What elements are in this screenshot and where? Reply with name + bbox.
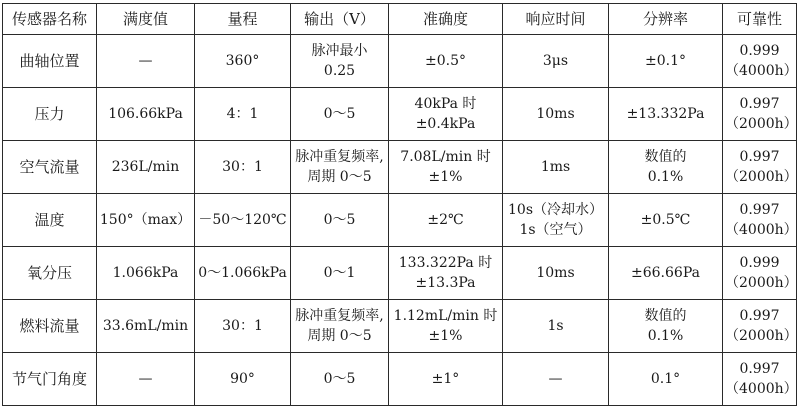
header-range: 量程 — [195, 4, 291, 35]
cell-full-scale: 236L/min — [97, 141, 195, 194]
cell-accuracy-line: 133.322Pa 时 — [398, 255, 493, 271]
header-resolution: 分辨率 — [609, 4, 723, 35]
cell-accuracy — [389, 247, 503, 300]
cell-sensor-name: 燃料流量 — [3, 300, 97, 353]
cell-sensor-name: 节气门角度 — [3, 353, 97, 406]
table-row — [3, 300, 797, 353]
cell-reliability-line: 0.997 — [739, 202, 780, 218]
cell-reliability-line: 0.999 — [739, 255, 780, 271]
table-row — [3, 141, 797, 194]
cell-accuracy-line: ±13.3Pa — [415, 275, 476, 291]
cell-response-time-line: 1s（空气） — [519, 222, 592, 238]
cell-response-time — [503, 194, 609, 247]
cell-sensor-name: 空气流量 — [3, 141, 97, 194]
cell-response-time: 10ms — [503, 247, 609, 300]
table-header-row — [3, 4, 797, 35]
cell-range: 4：1 — [195, 88, 291, 141]
cell-sensor-name: 氧分压 — [3, 247, 97, 300]
cell-output — [291, 300, 389, 353]
cell-output: 0～5 — [291, 194, 389, 247]
cell-output — [291, 141, 389, 194]
cell-reliability-line: 0.997 — [739, 149, 780, 165]
cell-output-line: 脉冲重复频率, — [295, 308, 384, 324]
cell-reliability-line: 0.997 — [739, 96, 780, 112]
cell-accuracy-line: ±0.4kPa — [415, 116, 476, 132]
cell-sensor-name: 曲轴位置 — [3, 35, 97, 88]
cell-reliability — [723, 141, 797, 194]
cell-reliability — [723, 247, 797, 300]
cell-accuracy-line: ±1% — [428, 328, 463, 344]
cell-output-line: 脉冲重复频率, — [295, 149, 384, 165]
cell-resolution: ±0.1° — [609, 35, 723, 88]
cell-resolution-line: 数值的 — [644, 308, 687, 324]
cell-reliability-line: 0.999 — [739, 43, 780, 59]
cell-response-time: 3μs — [503, 35, 609, 88]
sensor-spec-table — [2, 3, 797, 406]
cell-reliability — [723, 194, 797, 247]
header-accuracy: 准确度 — [389, 4, 503, 35]
cell-resolution: ±0.5℃ — [609, 194, 723, 247]
cell-full-scale: 106.66kPa — [97, 88, 195, 141]
cell-resolution-line: 0.1% — [647, 169, 684, 185]
cell-output: 0～1 — [291, 247, 389, 300]
cell-reliability-line: （2000h） — [725, 328, 798, 344]
cell-full-scale: 150°（max） — [97, 194, 195, 247]
cell-full-scale: — — [97, 35, 195, 88]
cell-output — [291, 35, 389, 88]
cell-reliability — [723, 300, 797, 353]
table-row — [3, 88, 797, 141]
cell-output-line: 周期 0～5 — [307, 169, 372, 185]
cell-reliability-line: （4000h） — [725, 222, 798, 238]
cell-reliability-line: （2000h） — [725, 275, 798, 291]
cell-full-scale: 1.066kPa — [97, 247, 195, 300]
cell-output-line: 周期 0～5 — [307, 328, 372, 344]
cell-range: 360° — [195, 35, 291, 88]
cell-response-time: — — [503, 353, 609, 406]
table-row — [3, 35, 797, 88]
cell-accuracy — [389, 300, 503, 353]
header-reliability: 可靠性 — [723, 4, 797, 35]
cell-reliability — [723, 35, 797, 88]
cell-accuracy-line: ±1% — [428, 169, 463, 185]
cell-output-line: 脉冲最小 — [311, 43, 368, 59]
cell-resolution — [609, 141, 723, 194]
cell-accuracy — [389, 88, 503, 141]
cell-accuracy: ±2℃ — [389, 194, 503, 247]
cell-response-time: 1s — [503, 300, 609, 353]
cell-range: 0～1.066kPa — [195, 247, 291, 300]
cell-range: 30：1 — [195, 141, 291, 194]
cell-reliability — [723, 88, 797, 141]
cell-reliability — [723, 353, 797, 406]
cell-resolution: ±13.332Pa — [609, 88, 723, 141]
cell-reliability-line: （2000h） — [725, 169, 798, 185]
cell-accuracy-line: 40kPa 时 — [414, 96, 477, 112]
cell-response-time-line: 10s（冷却水） — [508, 202, 603, 218]
table-row — [3, 353, 797, 406]
cell-accuracy-line: 7.08L/min 时 — [400, 149, 491, 165]
cell-resolution-line: 0.1% — [647, 328, 684, 344]
cell-reliability-line: （2000h） — [725, 116, 798, 132]
cell-reliability-line: （4000h） — [725, 63, 798, 79]
cell-sensor-name: 压力 — [3, 88, 97, 141]
cell-range: 90° — [195, 353, 291, 406]
cell-accuracy — [389, 141, 503, 194]
cell-range: －50～120℃ — [195, 194, 291, 247]
cell-sensor-name: 温度 — [3, 194, 97, 247]
header-full-scale: 满度值 — [97, 4, 195, 35]
table-row — [3, 247, 797, 300]
cell-response-time: 10ms — [503, 88, 609, 141]
cell-reliability-line: 0.997 — [739, 308, 780, 324]
header-sensor-name: 传感器名称 — [3, 4, 97, 35]
table-row — [3, 194, 797, 247]
cell-response-time: 1ms — [503, 141, 609, 194]
cell-accuracy: ±1° — [389, 353, 503, 406]
header-output: 输出（V） — [291, 4, 389, 35]
cell-reliability-line: 0.997 — [739, 361, 780, 377]
cell-full-scale: 33.6mL/min — [97, 300, 195, 353]
cell-accuracy: ±0.5° — [389, 35, 503, 88]
cell-resolution: ±66.66Pa — [609, 247, 723, 300]
cell-accuracy-line: 1.12mL/min 时 — [393, 308, 498, 324]
cell-output: 0～5 — [291, 88, 389, 141]
cell-range: 30：1 — [195, 300, 291, 353]
cell-resolution — [609, 300, 723, 353]
table-body — [3, 35, 797, 406]
cell-resolution-line: 数值的 — [644, 149, 687, 165]
cell-output: 0～5 — [291, 353, 389, 406]
cell-output-line: 0.25 — [323, 63, 356, 79]
cell-resolution: 0.1° — [609, 353, 723, 406]
cell-reliability-line: （4000h） — [725, 381, 798, 397]
cell-full-scale: — — [97, 353, 195, 406]
header-response-time: 响应时间 — [503, 4, 609, 35]
